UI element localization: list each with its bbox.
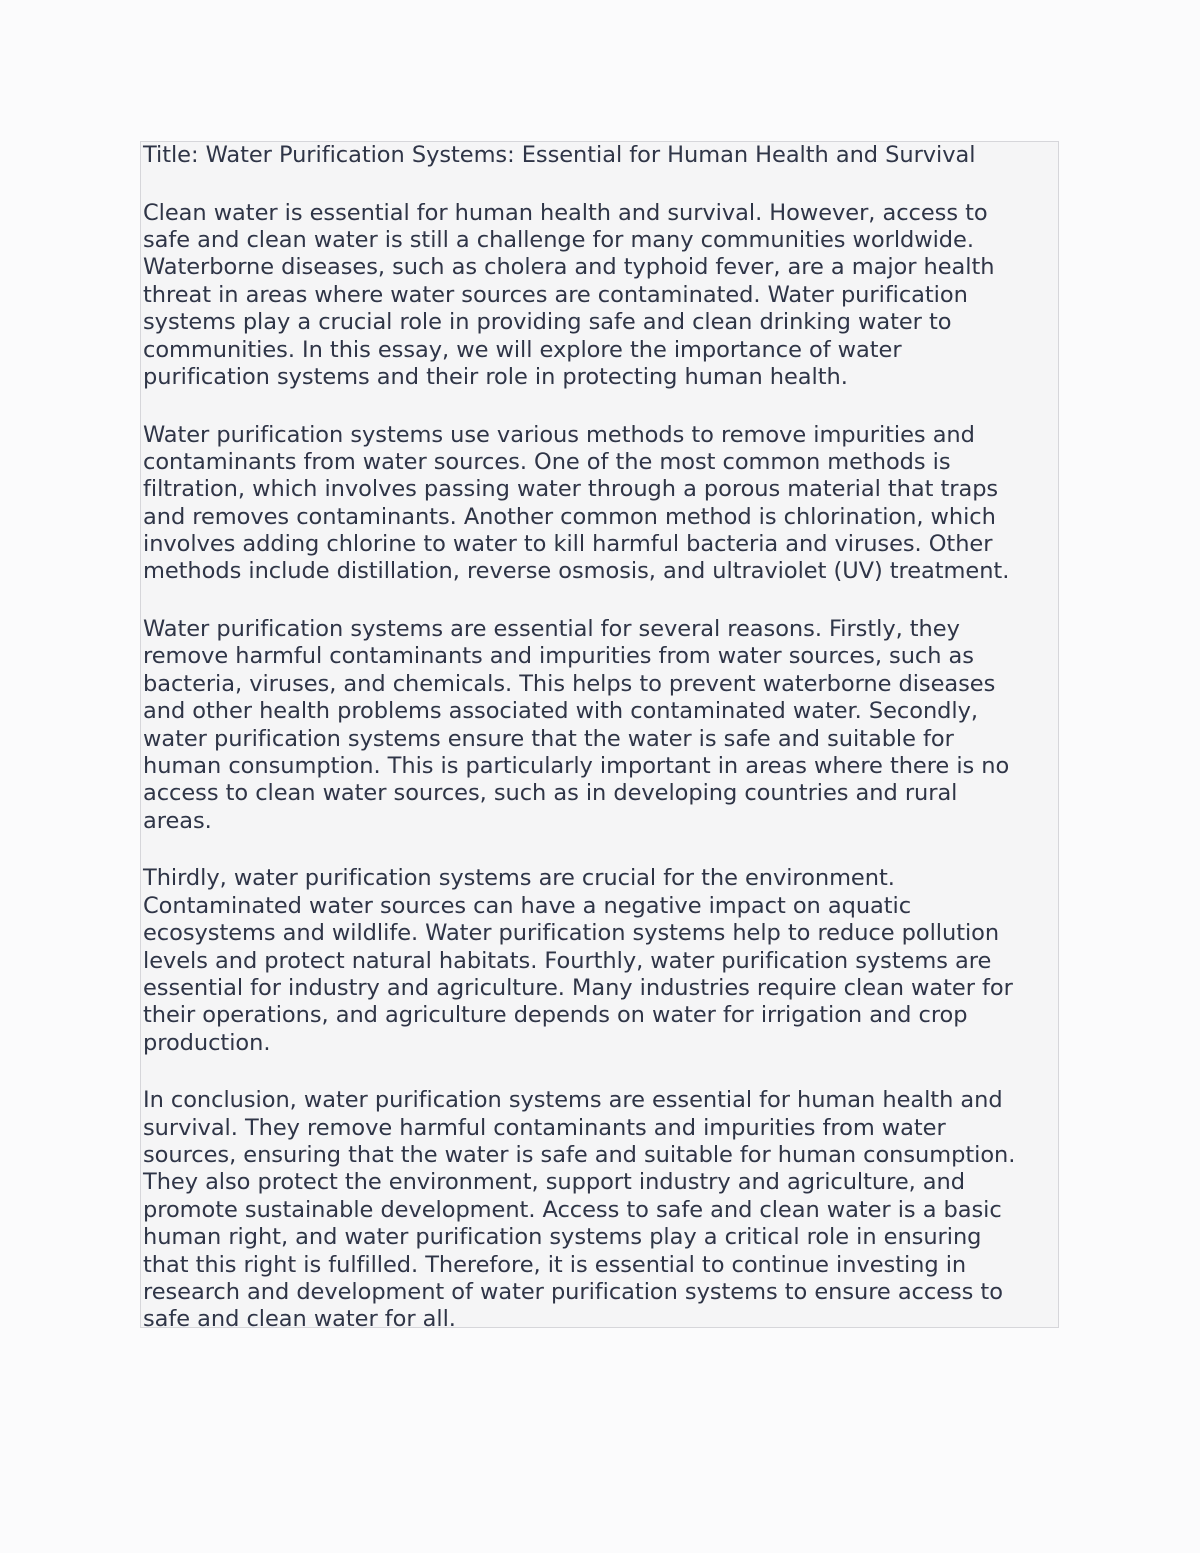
text-line: and other health problems associated with contaminated water. Secondly, xyxy=(143,698,978,725)
text-line: research and development of water purification systems to ensure access to xyxy=(143,1279,1003,1305)
paragraph-gap xyxy=(143,391,1058,421)
text-line: They also protect the environment, support industry and agriculture, and xyxy=(143,1169,965,1196)
text-line: Water purification systems are essential for several reasons. Firstly, they xyxy=(143,616,960,643)
text-line: access to clean water sources, such as in developing countries and rural xyxy=(143,780,958,807)
text-line: Clean water is essential for human health and survival. However, access to xyxy=(143,199,988,226)
text-line: Contaminated water sources can have a negative impact on aquatic xyxy=(143,892,912,919)
text-line: water purification systems ensure that the water is safe and suitable for xyxy=(143,725,954,752)
text-line: Water purification systems use various methods to remove impurities and xyxy=(143,421,975,448)
text-line: methods include distillation, reverse osmosis, and ultraviolet (UV) treatment. xyxy=(143,558,1010,585)
text-line: areas. xyxy=(143,807,212,834)
text-line: Thirdly, water purification systems are crucial for the environment. xyxy=(143,865,895,892)
text-line: and removes contaminants. Another common method is chlorination, which xyxy=(143,503,996,530)
paragraph-1 xyxy=(143,200,1058,392)
text-line: promote sustainable development. Access to safe and clean water is a basic xyxy=(143,1196,1002,1223)
text-line: involves adding chlorine to water to kill harmful bacteria and viruses. Other xyxy=(143,531,993,558)
text-line: systems play a crucial role in providing safe and clean drinking water to xyxy=(143,309,952,336)
text-line: filtration, which involves passing water through a porous material that traps xyxy=(143,476,999,503)
paragraph-3 xyxy=(143,616,1058,835)
paragraph-gap xyxy=(143,169,1058,199)
text-line: human right, and water purification systems play a critical role in ensuring xyxy=(143,1224,982,1251)
text-line: survival. They remove harmful contaminants and impurities from water xyxy=(143,1114,946,1141)
text-line: sources, ensuring that the water is safe and suitable for human consumption. xyxy=(143,1142,1016,1169)
text-line: essential for industry and agriculture. Many industries require clean water for xyxy=(143,974,1013,1001)
paragraph-gap xyxy=(143,1057,1058,1087)
text-line: remove harmful contaminants and impurities from water sources, such as xyxy=(143,643,974,670)
paragraph-5 xyxy=(143,1087,1058,1328)
essay-body xyxy=(143,169,1058,1328)
text-line: safe and clean water for all. xyxy=(143,1306,456,1328)
text-line: Waterborne diseases, such as cholera and typhoid fever, are a major health xyxy=(143,254,995,281)
text-line: communities. In this essay, we will explore the importance of water xyxy=(143,336,902,363)
text-line: threat in areas where water sources are contaminated. Water purification xyxy=(143,281,968,308)
text-line: their operations, and agriculture depends on water for irrigation and crop xyxy=(143,1002,968,1029)
text-line: purification systems and their role in protecting human health. xyxy=(143,363,848,390)
paragraph-4 xyxy=(143,865,1058,1057)
text-line: ecosystems and wildlife. Water purification systems help to reduce pollution xyxy=(143,920,1000,947)
paragraph-gap xyxy=(143,586,1058,616)
text-line: bacteria, viruses, and chemicals. This helps to prevent waterborne diseases xyxy=(143,670,996,697)
text-line: that this right is fulfilled. Therefore, it is essential to continue investing in xyxy=(143,1251,967,1278)
text-line: levels and protect natural habitats. Fourthly, water purification systems are xyxy=(143,947,992,974)
text-line: contaminants from water sources. One of the most common methods is xyxy=(143,448,951,475)
text-line: In conclusion, water purification systems are essential for human health and xyxy=(143,1087,1003,1114)
paragraph-2 xyxy=(143,422,1058,586)
text-line: safe and clean water is still a challenge for many communities worldwide. xyxy=(143,226,974,253)
text-line: production. xyxy=(143,1029,271,1056)
essay-text-box xyxy=(140,141,1059,1328)
paragraph-gap xyxy=(143,835,1058,865)
essay-title: Title: Water Purification Systems: Essential for Human Health and Survival xyxy=(143,142,976,168)
text-line: human consumption. This is particularly important in areas where there is no xyxy=(143,752,1010,779)
